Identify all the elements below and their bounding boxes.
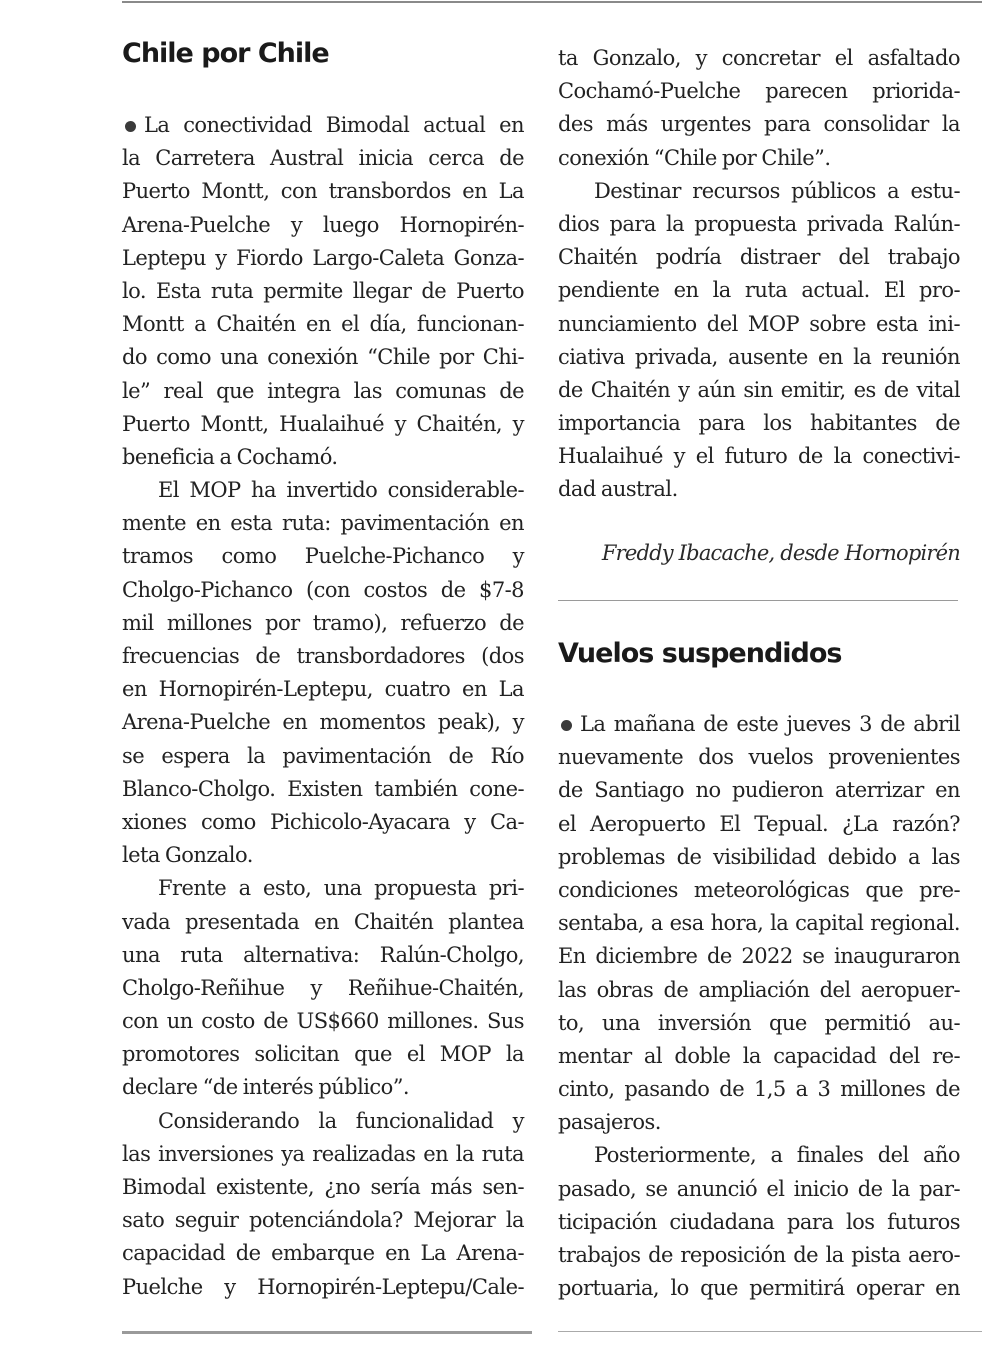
text-line: mente en esta ruta: pavimentación en	[122, 511, 524, 536]
text-line: capacidad de embarque en La Arena-	[122, 1241, 524, 1266]
text-line: Posteriormente, a finales del año	[594, 1143, 960, 1168]
bullet-icon	[125, 121, 136, 132]
article-title-vuelos: Vuelos suspendidos	[558, 638, 842, 669]
text-line: Cholgo-Reñihue y Reñihue-Chaitén,	[122, 975, 524, 1000]
text-line: pasado, se anunció el inicio de la par-	[558, 1176, 960, 1201]
text-line: promotores solicitan que el MOP la	[122, 1042, 524, 1067]
text-line: conexión “Chile por Chile”.	[558, 145, 831, 170]
text-line: ta Gonzalo, y concretar el asfaltado	[558, 46, 960, 70]
text-line: la Carretera Austral inicia cerca de	[122, 146, 524, 171]
text-line: se espera la pavimentación de Río	[122, 743, 524, 768]
text-line: problemas de visibilidad debido a las	[558, 844, 960, 869]
text-line: Arena-Puelche y luego Hornopirén-	[122, 212, 524, 237]
text-line: mentar al doble la capacidad del re-	[558, 1043, 960, 1068]
text-line: Puerto Montt, Hualaihué y Chaitén, y	[122, 411, 524, 436]
text-line: Leptepu y Fiordo Largo-Caleta Gonza-	[122, 245, 524, 270]
bottom-rule-right	[558, 1331, 982, 1332]
text-line: una ruta alternativa: Ralún-Cholgo,	[122, 942, 524, 967]
text-line: en Hornopirén-Leptepu, cuatro en La	[122, 677, 524, 702]
text-line: las inversiones ya realizadas en la ruta	[122, 1141, 524, 1166]
text-line: beneficia a Cochamó.	[122, 444, 338, 469]
section-divider	[558, 600, 958, 601]
text-line: des más urgentes para consolidar la	[558, 112, 960, 137]
text-line: portuaria, lo que permitirá operar en	[558, 1276, 960, 1301]
text-line: le” real que integra las comunas de	[122, 378, 524, 403]
text-line: de Santiago no pudieron aterrizar en	[558, 778, 960, 803]
text-line: declare “de interés público”.	[122, 1075, 410, 1100]
text-line: to, una inversión que permitió au-	[558, 1010, 960, 1035]
text-line: lo. Esta ruta permite llegar de Puerto	[122, 278, 524, 303]
text-line: las obras de ampliación del aeropuer-	[558, 977, 960, 1002]
article-title-chile: Chile por Chile	[122, 38, 329, 69]
text-line: Cholgo-Pichanco (con costos de $7-8	[122, 577, 524, 602]
text-line: Montt a Chaitén en el día, funcionan-	[122, 312, 524, 337]
text-line: pendiente en la ruta actual. El pro-	[558, 278, 960, 303]
text-line: dios para la propuesta privada Ralún-	[558, 211, 960, 236]
article-body-chile-continued	[558, 42, 960, 507]
text-line: cinto, pasando de 1,5 a 3 millones de	[558, 1077, 960, 1102]
article-body-vuelos	[558, 708, 960, 1305]
text-line: Considerando la funcionalidad y	[158, 1108, 524, 1133]
text-line: mil millones por tramo), refuerzo de	[122, 610, 524, 635]
text-line: pasajeros.	[558, 1110, 661, 1135]
article-body-chile	[122, 109, 524, 1304]
text-line: leta Gonzalo.	[122, 843, 253, 868]
text-line: nunciamiento del MOP sobre esta ini-	[558, 311, 960, 336]
text-line: con un costo de US$660 millones. Sus	[122, 1009, 524, 1034]
text-line: Arena-Puelche en momentos peak), y	[122, 710, 524, 735]
text-line: sentaba, a esa hora, la capital regional.	[558, 911, 960, 936]
text-line: Blanco-Cholgo. Existen también cone-	[122, 776, 524, 801]
bottom-rule-left	[122, 1331, 532, 1334]
article-signature: Freddy Ibacache, desde Hornopirén	[601, 541, 960, 565]
text-line: do como una conexión “Chile por Chi-	[122, 345, 524, 370]
text-line: trabajos de reposición de la pista aero-	[558, 1243, 960, 1267]
text-line: de Chaitén y aún sin emitir, es de vital	[558, 377, 960, 402]
text-line: Destinar recursos públicos a estu-	[594, 178, 960, 203]
text-line: La mañana de este jueves 3 de abril	[558, 708, 960, 741]
text-line: Puelche y Hornopirén-Leptepu/Cale-	[122, 1274, 524, 1299]
text-line: xiones como Pichicolo-Ayacara y Ca-	[122, 809, 524, 834]
text-line: el Aeropuerto El Tepual. ¿La razón?	[558, 811, 960, 836]
text-line: El MOP ha invertido considerable-	[158, 478, 524, 503]
text-line: Chaitén podría distraer del trabajo	[558, 245, 960, 270]
text-line: Puerto Montt, con transbordos en La	[122, 179, 524, 204]
text-line: ticipación ciudadana para los futuros	[558, 1209, 960, 1234]
text-line: Frente a esto, una propuesta pri-	[158, 876, 524, 901]
text-line: Hualaihué y el futuro de la conectivi-	[558, 444, 960, 469]
bullet-icon	[561, 720, 572, 731]
text-line: En diciembre de 2022 se inauguraron	[558, 944, 960, 969]
text-line: dad austral.	[558, 477, 678, 502]
text-line: frecuencias de transbordadores (dos	[122, 644, 524, 668]
text-line: sato seguir potenciándola? Mejorar la	[122, 1208, 524, 1233]
text-line: nuevamente dos vuelos provenientes	[558, 745, 960, 770]
text-line: importancia para los habitantes de	[558, 411, 960, 436]
text-line: Bimodal existente, ¿no sería más sen-	[122, 1175, 524, 1199]
text-line: Cochamó-Puelche parecen priorida-	[558, 79, 960, 104]
text-line: tramos como Puelche-Pichanco y	[122, 544, 524, 569]
text-line: ciativa privada, ausente en la reunión	[558, 344, 960, 369]
text-line: vada presentada en Chaitén plantea	[122, 909, 524, 934]
top-rule	[122, 1, 982, 3]
text-line: La conectividad Bimodal actual en	[122, 109, 524, 142]
text-line: condiciones meteorológicas que pre-	[558, 877, 960, 902]
